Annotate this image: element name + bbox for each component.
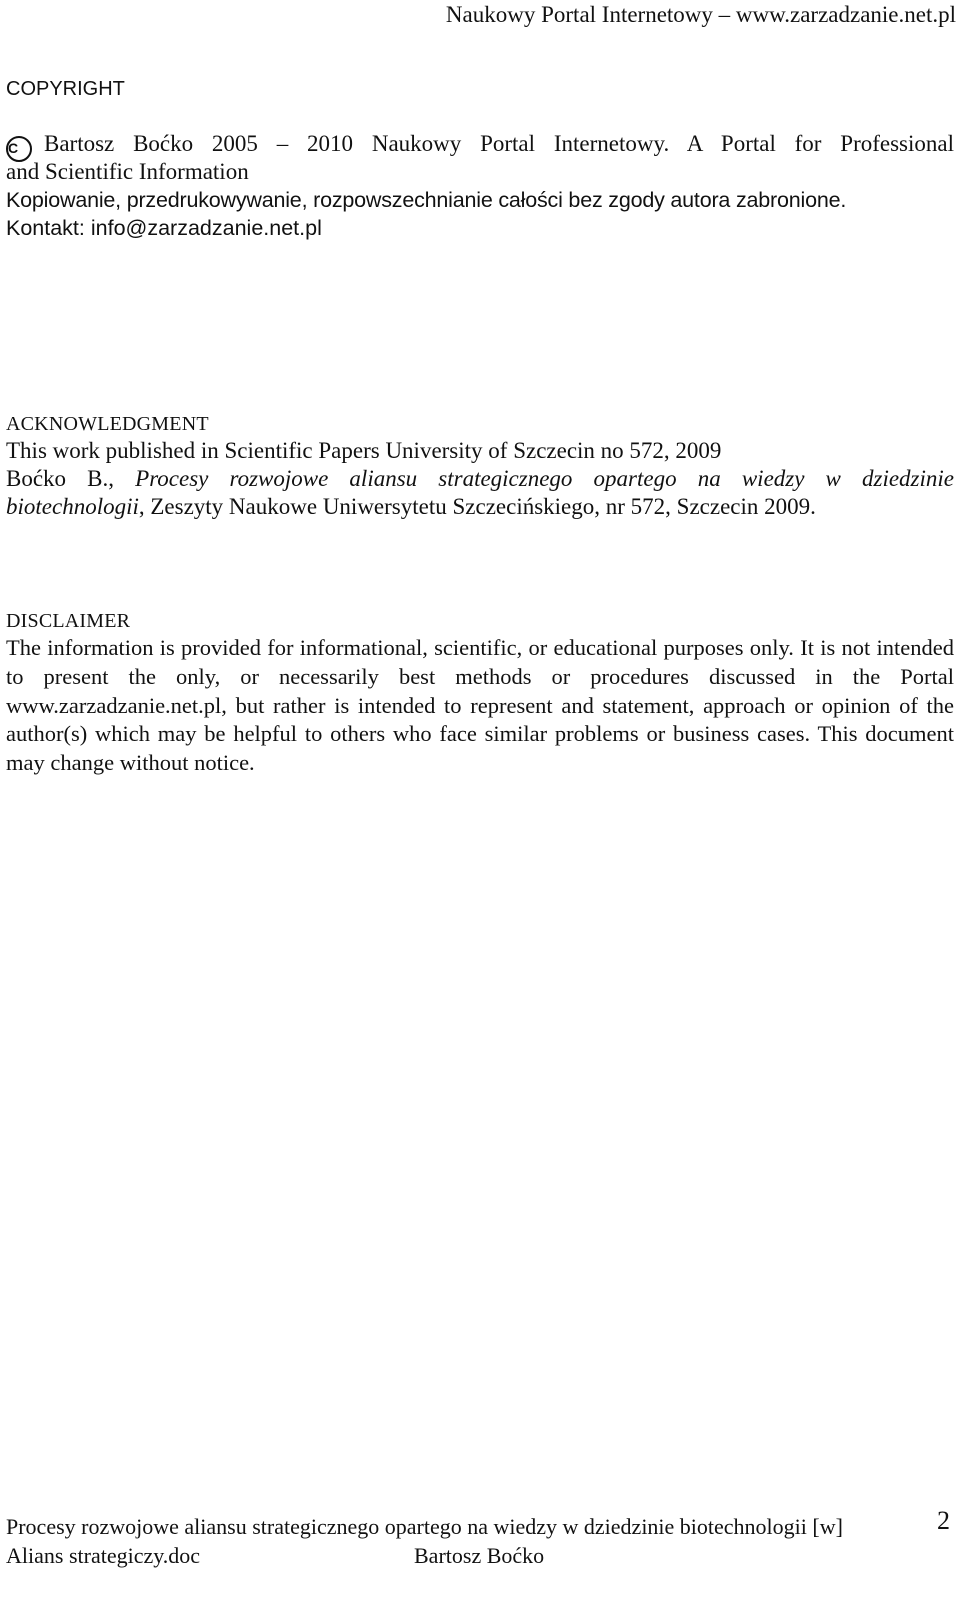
acknowledgment-line-2 (6, 465, 954, 493)
acknowledgment-section (6, 411, 954, 437)
copyright-heading: COPYRIGHT (6, 78, 125, 100)
footer-doc-title: Procesy rozwojowe aliansu strategicznego opartego na wiedzy w dziedzinie biotechnologii [w] (6, 1514, 843, 1539)
page-number: 2 (937, 1506, 950, 1535)
ack-author: Boćko B. (6, 466, 109, 491)
copyright-body (6, 130, 954, 242)
ack-rest: , Zeszyty Naukowe Uniwersytetu Szczecińskiego, nr 572, Szczecin 2009. (138, 494, 816, 519)
copyright-line-1 (6, 130, 954, 158)
acknowledgment-heading: ACKNOWLEDGMENT (6, 413, 209, 435)
footer-author: Bartosz Boćko (414, 1543, 545, 1568)
acknowledgment-body (6, 437, 954, 521)
copyright-line-2: and Scientific Information (6, 159, 249, 184)
copyright-line-3: Kopiowanie, przedrukowywanie, rozpowszechnianie całości bez zgody autora zabronione. (6, 188, 847, 212)
footer-file-name: Alians strategiczy.doc (6, 1543, 201, 1568)
disclaimer-text: The information is provided for informational, scientific, or educational purposes only. It is not intended to present the only, or necessarily best methods or procedures discussed in the Portal www.zarzadzanie.net.pl, but rather is intended to represent and statement, approach or opinion of the author(s) which may be helpful to others who face similar problems or business cases. This document may change without notice. (6, 635, 954, 776)
copyright-section (6, 76, 954, 102)
footer-meta-row (6, 1541, 954, 1570)
page-footer (6, 1512, 954, 1570)
copyright-contact: Kontakt: info@zarzadzanie.net.pl (6, 216, 322, 240)
ack-separator: , (108, 466, 136, 491)
ack-title-italic-2: biotechnologii (6, 494, 139, 519)
disclaimer-section (6, 608, 954, 634)
copyright-symbol-icon: C (6, 136, 32, 162)
running-header: Naukowy Portal Internetowy – www.zarzadzanie.net.pl (445, 2, 956, 27)
acknowledgment-line-1: This work published in Scientific Papers University of Szczecin no 572, 2009 (6, 438, 722, 463)
ack-title-italic-1: Procesy rozwojowe aliansu strategicznego opartego na wiedzy w dziedzinie (135, 466, 954, 491)
disclaimer-heading: DISCLAIMER (6, 610, 131, 632)
copyright-text-1: Bartosz Boćko 2005 – 2010 Naukowy Portal Internetowy. A Portal for Professional (44, 131, 954, 156)
acknowledgment-line-3 (6, 493, 954, 521)
